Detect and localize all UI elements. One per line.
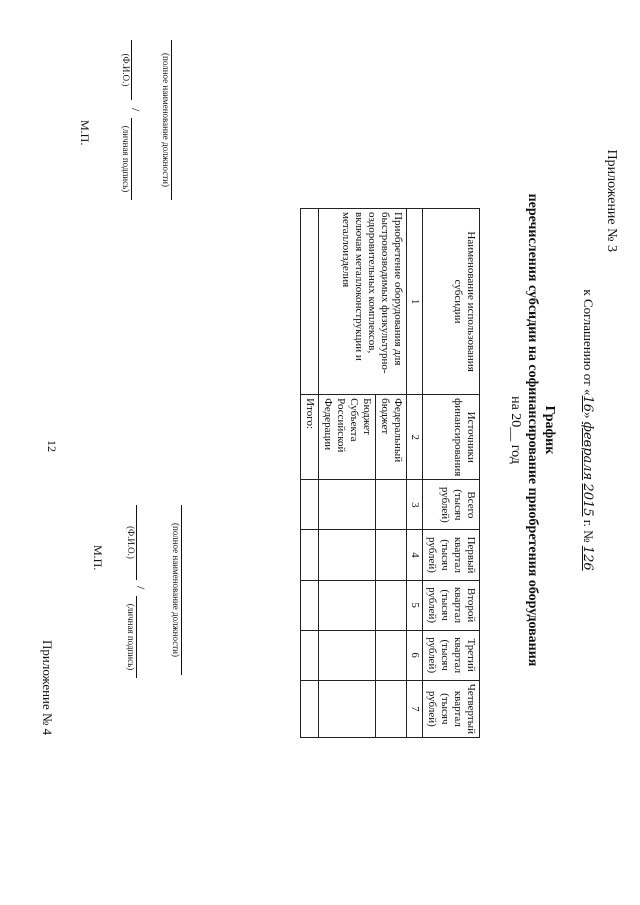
header-total: Всего (тысяч рублей) [423,480,480,530]
title-line-1: График [542,405,557,455]
index-row [407,209,423,738]
left-stamp-place: М.П. [78,120,92,146]
empty-cell [376,630,407,680]
empty-cell [319,480,376,530]
header-sources: Источники финансирования [423,395,480,480]
right-sign-line [126,596,137,678]
title-line-2: перечисления субсидии на софинансирование приобретения оборудования [525,193,540,667]
left-position-line [161,40,172,200]
header-q3: Третий квартал (тысяч рублей) [423,630,480,680]
empty-cell [301,680,319,737]
agreement-day: 16 [580,395,595,413]
total-row [301,209,319,738]
left-slash: / [129,108,143,112]
empty-cell [376,580,407,630]
right-sign-caption: (личная подпись) [126,603,136,671]
empty-cell [376,530,407,580]
empty-cell [301,630,319,680]
total-label: Итого: [301,395,319,480]
left-sign-line [121,118,132,200]
index-cell: 5 [407,580,423,630]
source-regional: Бюджет Субъекта Российской Федерации [319,395,376,480]
empty-cell [301,580,319,630]
right-position-caption: (полное наименование должности) [171,523,181,657]
empty-cell [319,580,376,630]
empty-cell [319,530,376,580]
source-federal: Федеральный бюджет [376,395,407,480]
header-q4: Четвертый квартал (тысяч рублей) [423,680,480,737]
header-usage: Наименование использования субсидии [423,209,480,395]
empty-cell [319,630,376,680]
right-fio-line [126,505,137,580]
appendix-header [603,32,620,252]
empty-cell [301,480,319,530]
empty-cell [319,680,376,737]
next-appendix: Приложение № 4 [40,640,55,736]
empty-cell [301,209,319,395]
right-slash: / [134,586,148,590]
right-fio-caption: (Ф.И.О.) [126,526,136,559]
agreement-suffix: г. № [581,516,596,546]
usage-cell: Приобретение оборудования для быстровозводимых физкультурно-оздоровительных комплексов, включая металлоконструкции и металлоизделия [319,209,407,395]
index-cell: 4 [407,530,423,580]
agreement-prefix: к Соглашению от « [581,289,596,396]
left-fio-caption: (Ф.И.О.) [121,53,131,87]
index-cell: 2 [407,395,423,480]
right-stamp-place: М.П. [91,545,105,571]
agreement-month: февраля [580,421,595,481]
index-cell: 7 [407,680,423,737]
left-position-caption: (полное наименование должности) [161,53,171,187]
empty-cell [301,530,319,580]
header-q1: Первый квартал (тысяч рублей) [423,530,480,580]
title-line-3: на 20__ год [508,396,523,464]
index-cell: 1 [407,209,423,395]
empty-cell [376,480,407,530]
header-q2: Второй квартал (тысяч рублей) [423,580,480,630]
index-cell: 3 [407,480,423,530]
header-row [423,209,480,738]
agreement-year: 2015 [580,483,595,517]
empty-cell [376,680,407,737]
table-row [376,209,407,738]
left-sign-caption: (личная подпись) [121,125,131,193]
document-title [507,170,558,690]
index-cell: 6 [407,630,423,680]
agreement-mid: » [581,412,596,422]
page-number: 12 [45,440,59,452]
agreement-reference [580,170,596,690]
appendix-number: Приложение № 3 [604,149,619,252]
agreement-number: 126 [580,545,595,571]
schedule-table [300,208,480,738]
left-fio-line [121,40,132,100]
right-position-line [171,505,182,675]
